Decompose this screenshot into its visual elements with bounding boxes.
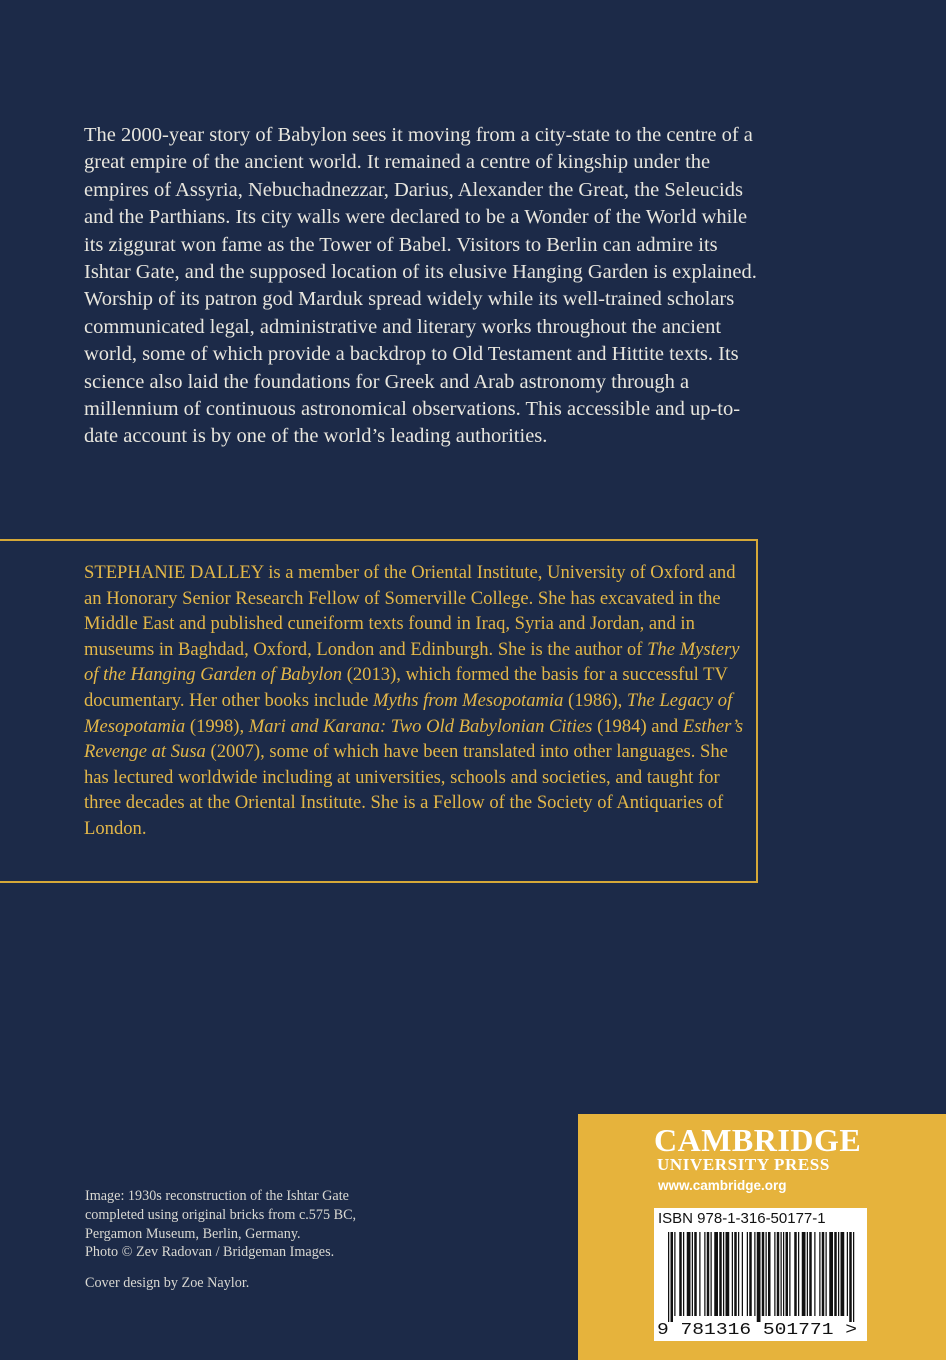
barcode-bar	[683, 1232, 684, 1316]
book-title: Mari and Karana: Two Old Babylonian Cities	[248, 715, 593, 737]
barcode-bar	[783, 1232, 784, 1316]
barcode-bar	[849, 1232, 852, 1322]
barcode-bar	[726, 1232, 730, 1316]
barcode-bar	[798, 1232, 799, 1316]
barcode-bar	[687, 1232, 691, 1316]
barcode-bar	[757, 1232, 761, 1322]
barcode-bar	[711, 1232, 712, 1316]
book-title: Esther’s Revenge at Susa	[84, 715, 744, 763]
barcode-bar	[853, 1232, 854, 1322]
barcode-bar	[819, 1232, 820, 1316]
book-description: The 2000-year story of Babylon sees it moving from a city-state to the centre of a great empire of the ancient world. It remained a centre of kingship under the empires of Assyria, Nebuchadnezzar, Darius, Alexander the Great, the Seleucids and the Parthians. Its city walls were declared to be a Wonder of the World while its ziggurat won fame as the Tower of Babel. Visitors to Berlin can admire its Ishtar Gate, and the supposed location of its elusive Hanging Garden is explained. Worship of its patron god Marduk spread widely while its well-trained scholars communicated legal, administrative and literary works throughout the ancient world, some of which provide a backdrop to Old Testament and Hittite texts. Its science also laid the foundations for Greek and Arab astronomy through a millennium of continuous astronomical observations. This accessible and up-to-date account is by one of the world’s leading authorities.	[84, 124, 757, 448]
barcode-bar	[829, 1232, 833, 1316]
barcode-bar	[774, 1232, 775, 1316]
barcode-bar	[692, 1232, 693, 1316]
barcode-bar	[822, 1232, 825, 1316]
cover-design-credit: Cover design by Zoe Naylor.	[85, 1275, 250, 1291]
publisher-url[interactable]: www.cambridge.org	[658, 1178, 787, 1193]
barcode-bar	[747, 1232, 748, 1316]
barcode-bar	[834, 1232, 837, 1316]
barcode-bar	[754, 1232, 755, 1316]
barcode-bar	[714, 1232, 718, 1316]
barcode-bar	[826, 1232, 827, 1316]
barcode-bar	[781, 1232, 782, 1316]
barcode-icon	[654, 1208, 867, 1341]
barcode-bar	[749, 1232, 752, 1316]
barcode-bar	[668, 1232, 669, 1322]
image-credit: Image: 1930s reconstruction of the Ishtar Gate completed using original bricks from c.575 BC, Pergamon Museum, Berlin, Germany. Photo © Zev Radovan / Bridgeman Images.	[85, 1188, 357, 1261]
book-title: The Legacy of Mesopotamia	[84, 689, 733, 737]
book-title: The Mystery of the Hanging Garden of Babylon	[84, 638, 740, 686]
barcode-bar	[789, 1232, 790, 1316]
barcode-bar	[847, 1232, 848, 1316]
barcode-bar	[699, 1232, 700, 1316]
barcode-bar	[794, 1232, 797, 1316]
barcode-bar	[762, 1232, 765, 1316]
barcode-bar	[738, 1232, 739, 1316]
barcode-bar	[704, 1232, 705, 1316]
publisher-name: CAMBRIDGE	[654, 1122, 862, 1158]
barcode-bar	[838, 1232, 839, 1316]
barcode-bar	[707, 1232, 710, 1316]
barcode-bar	[777, 1232, 780, 1316]
isbn-label: ISBN 978-1-316-50177-1	[658, 1210, 826, 1227]
book-title: Myths from Mesopotamia	[372, 689, 564, 711]
barcode-bar	[814, 1232, 815, 1316]
barcode-digits: 9 781316 501771 >	[657, 1321, 857, 1340]
publisher-press: UNIVERSITY PRESS	[657, 1155, 830, 1174]
barcode-bar	[671, 1232, 674, 1322]
barcode-bar	[694, 1232, 697, 1316]
barcode-bar	[723, 1232, 724, 1316]
publisher-panel	[578, 1114, 946, 1360]
barcode-bar	[768, 1232, 771, 1316]
barcode-bar	[732, 1232, 733, 1316]
author-bio: STEPHANIE DALLEY is a member of the Oriental Institute, University of Oxford and an Honorary Senior Research Fellow of Somerville College. She has excavated in the Middle East and published cuneiform texts found in Iraq, Syria and Jordan, and in museums in Baghdad, Oxford, London and Edinburgh. She is the author of The Mystery of the Hanging Garden of Babylon (2013), which formed the basis for a successful TV documentary. Her other books include Myths from Mesopotamia (1986), The Legacy of Mesopotamia (1998), Mari and Karana: Two Old Babylonian Cities (1984) and Esther’s Revenge at Susa (2007), some of which have been translated into other languages. She has lectured worldwide including at universities, schools and societies, and taught for three decades at the Oriental Institute. She is a Fellow of the Society of Antiquaries of London.	[84, 562, 744, 839]
isbn-barcode	[654, 1208, 867, 1341]
barcode-bar	[674, 1232, 675, 1316]
barcode-bar	[841, 1232, 845, 1316]
barcode-bar	[809, 1232, 812, 1316]
barcode-bar	[742, 1232, 743, 1316]
barcode-bar	[766, 1232, 767, 1316]
barcode-bar	[734, 1232, 737, 1316]
barcode-bar	[786, 1232, 789, 1316]
barcode-bar	[807, 1232, 808, 1316]
barcode-bar	[802, 1232, 806, 1316]
barcode-bar	[719, 1232, 722, 1316]
barcode-bar	[679, 1232, 682, 1316]
